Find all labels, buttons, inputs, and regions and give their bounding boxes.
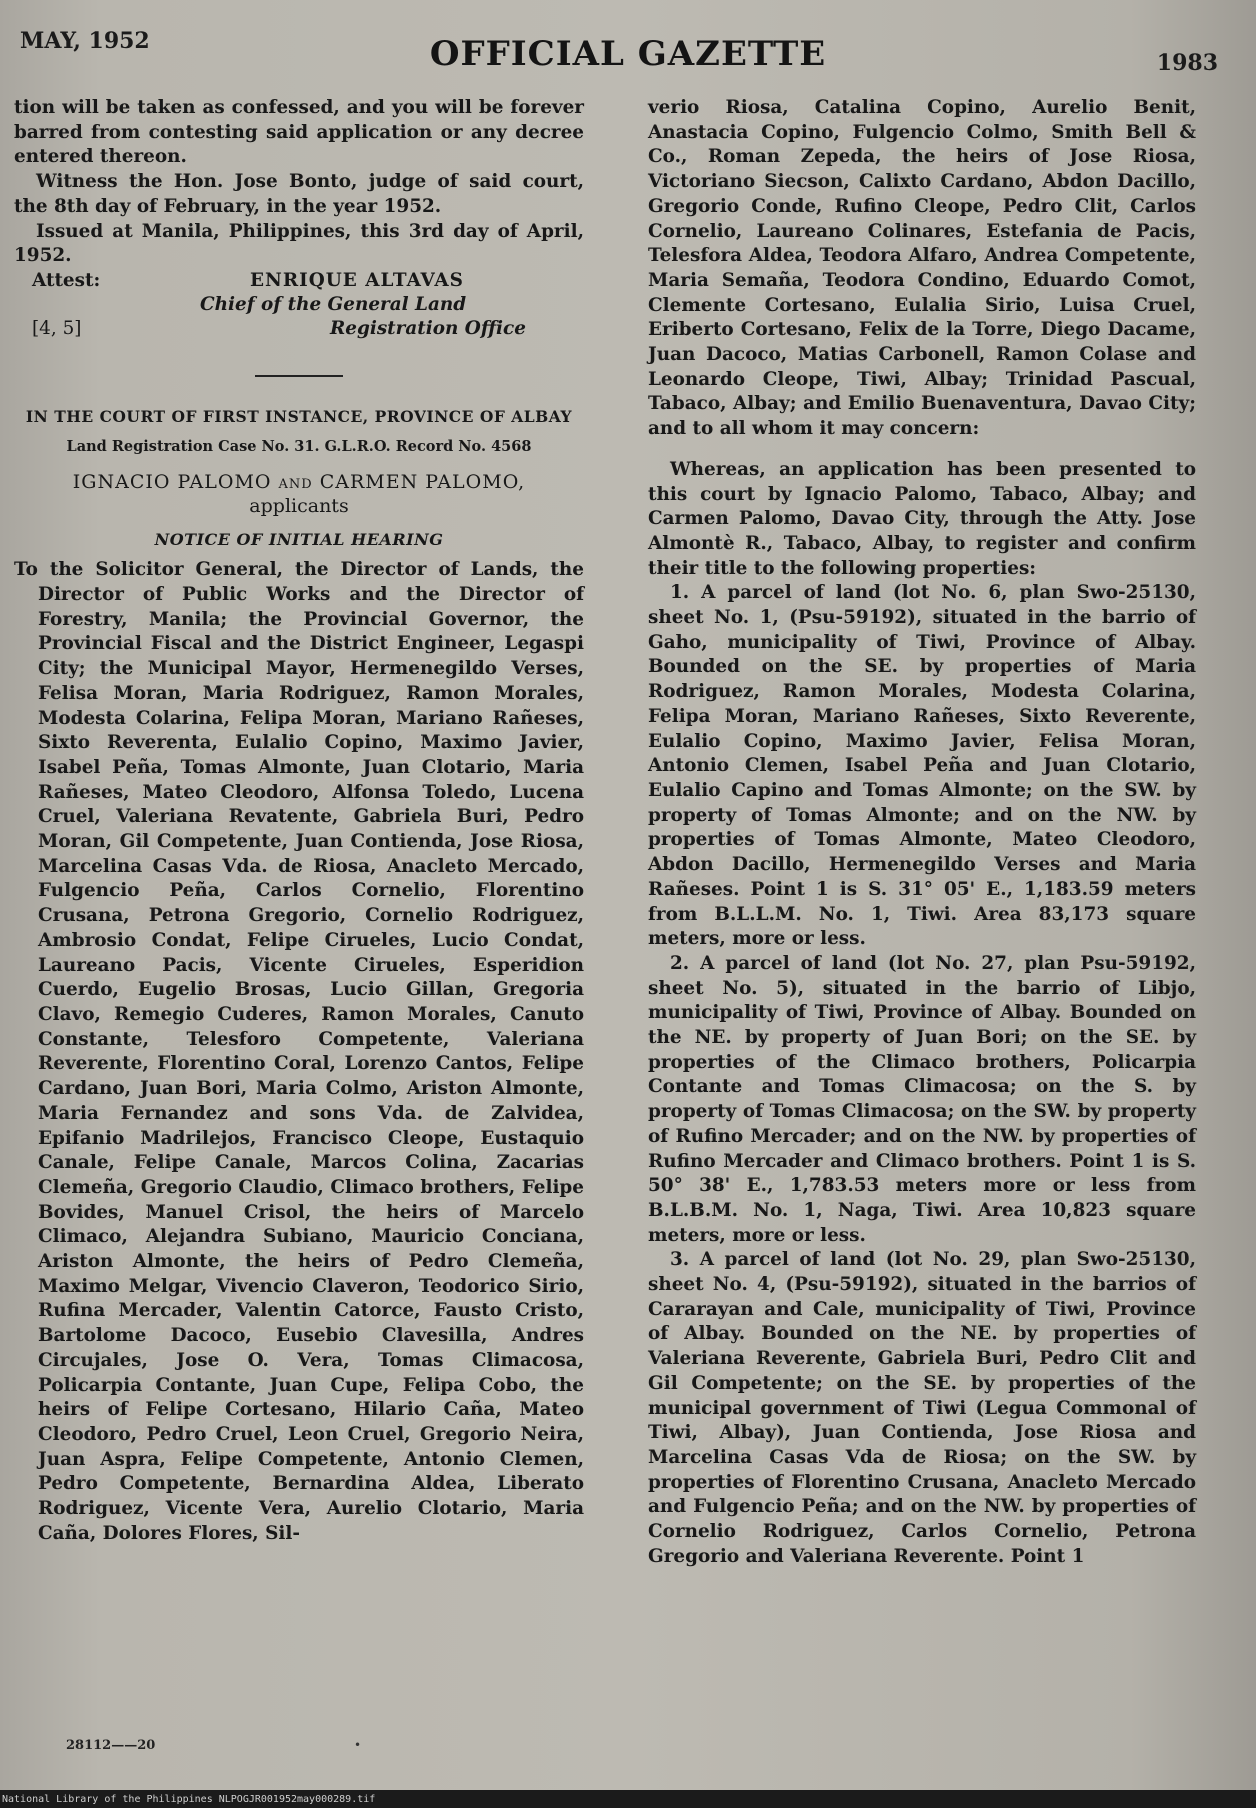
whereas-paragraph: Whereas, an application has been presented to this court by Ignacio Palomo, Tabaco, Albay; and Carmen Palomo, Davao City, through the Atty. Jose Almontè R., Tabaco, Albay, to register and confirm their title to the following properties: [648, 458, 1196, 579]
page-header [0, 20, 1256, 76]
page-number: 1983 [1156, 50, 1218, 76]
case-line: Land Registration Case No. 31. G.L.R.O. Record No. 4568 [66, 437, 532, 455]
parcel-3-paragraph: 3. A parcel of land (lot No. 29, plan Swo-25130, sheet No. 4, (Psu-59192), situated in the barrios of Cararayan and Cale, municipality of Tiwi, Province of Albay. Bounded on the NE. by properties of Valeriana Reverente, Gabriela Buri, Pedro Clit and Gil Competente; on the SE. by properties of the municipal government of Tiwi (Legua Commonal of Tiwi, Albay), Juan Contienda, Jose Riosa and Marcelina Casas Vda de Riosa; on the SW. by properties of Florentino Crusana, Anacleto Mercado and Fulgencio Peña; and on the NW. by properties of Cornelio Rodriguez, Carlos Cornelio, Petrona Gregorio and Valeriana Reverente. Point 1 [648, 1249, 1196, 1567]
applicant-names: IGNACIO PALOMO and CARMEN PALOMO, [72, 470, 526, 493]
parcel-1-paragraph: 1. A parcel of land (lot No. 6, plan Swo-25130, sheet No. 1, (Psu-59192), situated in the barrio of Gaho, municipality of Tiwi, Province of Albay. Bounded on the SE. by properties of Maria Rodriguez, Ramon Morales, Modesta Colarina, Felipa Moran, Mariano Rañeses, Sixto Reverente, Eulalio Copino, Maximo Javier, Felisa Moran, Antonio Clemen, Isabel Peña and Juan Clotario, Eulalio Capino and Tomas Almonte; on the SW. by property of Tomas Almonte; and on the NW. by properties of Tomas Almonte, Mateo Cleodoro, Abdon Dacillo, Hermenegildo Verses and Maria Rañeses. Point 1 is S. 31° 05' E., 1,183.59 meters from B.L.L.M. No. 1, Tiwi. Area 83,173 square meters, more or less. [648, 582, 1196, 950]
applicants-heading [14, 470, 584, 518]
notice-title: NOTICE OF INITIAL HEARING [154, 529, 444, 549]
print-mark: • [354, 1738, 362, 1752]
parcel-2-paragraph: 2. A parcel of land (lot No. 27, plan Psu-59192, sheet No. 5), situated in the barrio of Libjo, municipality of Tiwi, Province of Albay. Bounded on the NE. by property of Juan Bori; on the SE. by properties of the Climaco brothers, Policarpia Contante and Tomas Climacosa; on the S. by property of Tomas Climacosa; on the SW. by property of Rufino Mercader; and on the NW. by properties of Rufino Mercader and Climaco brothers. Point 1 is S. 50° 38' E., 1,783.53 meters more or less from B.L.B.M. No. 1, Naga, Tiwi. Area 10,823 square meters, more or less. [648, 952, 1196, 1246]
court-heading: IN THE COURT OF FIRST INSTANCE, PROVINCE OF ALBAY [25, 406, 573, 426]
issued-paragraph: Issued at Manila, Philippines, this 3rd day of April, 1952. [14, 220, 584, 267]
left-column [14, 96, 584, 1546]
addressees-paragraph: To the Solicitor General, the Director of Lands, the Director of Public Works and the Director of Forestry, Manila; the Provincial Governor, the Provincial Fiscal and the District Engineer, Legaspi City; the Municipal Mayor, Hermenegildo Verses, Felisa Moran, Maria Rodriguez, Ramon Morales, Modesta Colarina, Felipa Moran, Mariano Rañeses, Sixto Reverenta, Eulalio Copino, Maximo Javier, Isabel Peña, Tomas Almonte, Juan Clotario, Maria Rañeses, Mateo Cleodoro, Alfonsa Toledo, Lucena Cruel, Valeriana Revatente, Gabriela Buri, Pedro Moran, Gil Competente, Juan Contienda, Jose Riosa, Marcelina Casas Vda. de Riosa, Anacleto Mercado, Fulgencio Peña, Carlos Cornelio, Florentino Crusana, Petrona Gregorio, Cornelio Rodriguez, Ambrosio Condat, Felipe Cirueles, Lucio Condat, Laureano Pacis, Vicente Cirueles, Esperidion Cuerdo, Eugelio Brosas, Lucio Gillan, Gregoria Clavo, Remegio Cuderes, Ramon Morales, Canuto Constante, Telesforo Competente, Valeriana Reverente, Florentino Coral, Lorenzo Cantos, Felipe Cardano, Juan Bori, Maria Colmo, Ariston Almonte, Maria Fernandez and sons Vda. de Zalvidea, Epifanio Madrilejos, Francisco Cleope, Eustaquio Canale, Felipe Canale, Marcos Colina, Zacarias Clemeña, Gregorio Claudio, Climaco brothers, Felipe Bovides, Manuel Crisol, the heirs of Marcelo Climaco, Alejandra Subiano, Mauricio Conciana, Ariston Almonte, the heirs of Pedro Clemeña, Maximo Melgar, Vivencio Claveron, Teodorico Sirio, Rufina Mercader, Valentin Catorce, Fausto Cristo, Bartolome Dacoco, Eusebio Clavesilla, Andres Circujales, Jose O. Vera, Tomas Climacosa, Policarpia Contante, Juan Cupe, Felipa Cobo, the heirs of Felipe Cortesano, Hilario Caña, Mateo Cleodoro, Pedro Cruel, Leon Cruel, Gregorio Neira, Juan Aspra, Felipe Competente, Antonio Clemen, Pedro Competente, Bernardina Aldea, Liberato Rodriguez, Vicente Vera, Aurelio Clotario, Maria Caña, Dolores Flores, Sil- [14, 559, 584, 1544]
gazette-title: OFFICIAL GAZETTE [429, 34, 827, 74]
section-divider [255, 375, 343, 377]
attest-signatory: ENRIQUE ALTAVAS [250, 269, 464, 291]
right-column [648, 96, 1196, 1569]
attest-title-line2: Registration Office [330, 317, 526, 339]
continuation-text: tion will be taken as confessed, and you will be forever barred from contesting said application or any decree entered thereon. [14, 97, 584, 168]
publication-ref: [4, 5] [32, 317, 82, 339]
attest-label: Attest: [32, 269, 101, 291]
addressees-continued: verio Riosa, Catalina Copino, Aurelio Benit, Anastacia Copino, Fulgencio Colmo, Smith Bell & Co., Roman Zepeda, the heirs of Jose Riosa, Victoriano Siecson, Calixto Cardano, Abdon Dacillo, Gregorio Conde, Rufino Cleope, Pedro Clit, Carlos Cornelio, Laureano Colinares, Estefania de Pacis, Telesfora Aldea, Teodora Alfaro, Andrea Competente, Maria Semaña, Teodora Condino, Eduardo Comot, Clemente Cortesano, Eulalia Sirio, Luisa Cruel, Eriberto Cortesano, Felix de la Torre, Diego Dacame, Juan Dacoco, Matias Carbonell, Ramon Colase and Leonardo Cleope, Tiwi, Albay; Trinidad Pascual, Tabaco, Albay; and Emilio Buenaventura, Davao City; and to all whom it may concern: [648, 97, 1196, 440]
print-code: 28112——20 [66, 1738, 156, 1753]
applicants-word: applicants [249, 494, 349, 517]
attest-block [14, 269, 584, 339]
attest-title-line1: Chief of the General Land [200, 293, 467, 315]
issue-date: MAY, 1952 [20, 28, 150, 54]
scan-source-caption: National Library of the Philippines NLPOGJR001952may000289.tif [2, 1794, 376, 1805]
witness-paragraph: Witness the Hon. Jose Bonto, judge of said court, the 8th day of February, in the year 1952. [14, 171, 584, 217]
